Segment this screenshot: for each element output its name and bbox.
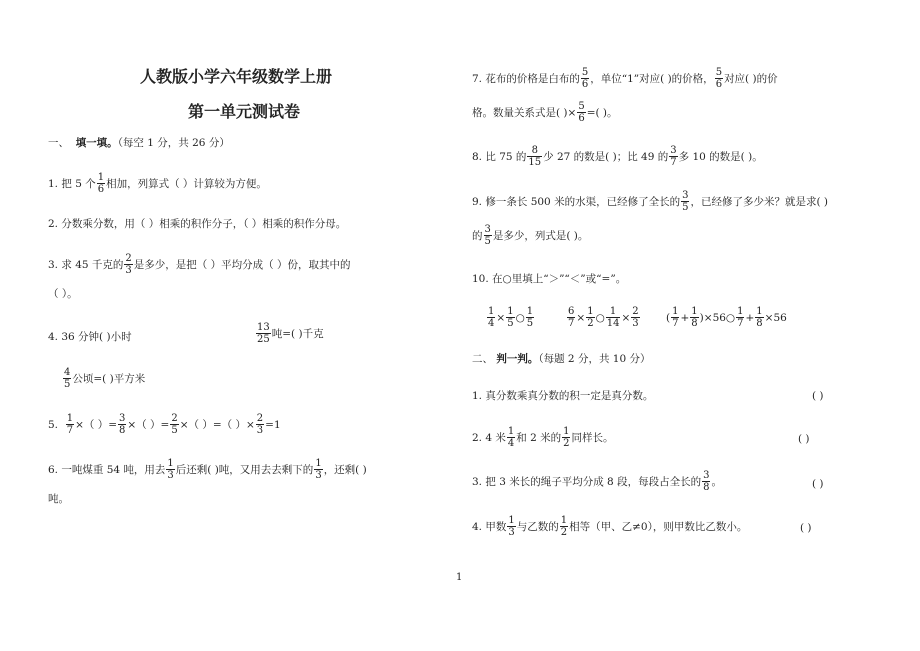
- fraction: $\frac{1}{2}$: [587, 306, 594, 329]
- question-4c: 4 5 公顷=( )平方米: [64, 367, 146, 390]
- judge-1: 1. 真分数乘真分数的积一定是真分数。: [472, 390, 654, 402]
- judge-3-paren: ( ): [812, 478, 824, 490]
- question-7-cont: 格。数量关系式是( )× $\frac{5}{6}$ =( )。: [472, 101, 618, 124]
- judge-4: 4. 甲数 1 3 与乙数的 1 2 相等（甲、乙≠0），则甲数比乙数小。: [472, 515, 748, 538]
- fraction: $\frac{3}{8}$: [119, 413, 126, 436]
- fraction: $\frac{2}{3}$: [632, 306, 639, 329]
- fraction: 1 3: [508, 515, 515, 538]
- fraction: 8 15: [528, 145, 542, 168]
- title-line1: 人教版小学六年级数学上册: [140, 67, 333, 86]
- question-3-cont: （ ）。: [48, 288, 78, 300]
- fraction: 3 5: [682, 190, 689, 213]
- question-5: 5. $\frac{1}{7}$ ×（ ）= $\frac{3}{8}$ ×（ ）= $\frac{2}{5}$ ×（ ）=（ ）× $\frac{2}{3}$ =1: [48, 413, 281, 436]
- fraction: 1 5: [526, 306, 534, 329]
- judge-4-paren: ( ): [800, 522, 812, 534]
- question-7: 7. 花布的价格是白布的 5 6 ，单位“1”对应( )的价格， 5 6 对应( )的价: [472, 67, 778, 90]
- question-1: 1. 把 5 个 1 6 相加，列算式（ ）计算较为方便。: [48, 172, 267, 195]
- question-9: 9. 修一条长 500 米的水渠，已经修了全长的 3 5 ，已经修了多少米？就是求( ): [472, 190, 828, 213]
- question-3: 3. 求 45 千克的 2 3 是多少，是把（ ）平均分成（ ）份，取其中的: [48, 253, 351, 276]
- fraction: 1 7: [737, 306, 744, 329]
- question-2: 2. 分数乘分数，用（ ）相乘的积作分子，（ ）相乘的积作分母。: [48, 218, 347, 230]
- section-1-header: 一、 填一填。（每空 1 分，共 26 分）: [48, 137, 230, 149]
- question-6-cont: 吨。: [48, 493, 69, 505]
- question-6: 6. 一吨煤重 54 吨，用去 1 3 后还剩( )吨，又用去去剩下的 1 3 ，还剩( ): [48, 458, 367, 481]
- page-number: 1: [456, 572, 463, 583]
- question-8: 8. 比 75 的 8 15 少 27 的数是( )；比 49 的 3 7 多 10 的数是( )。: [472, 145, 763, 168]
- fraction: $\frac{1}{14}$: [606, 306, 620, 329]
- fraction: 1 6: [97, 172, 105, 195]
- title-line2: 第一单元测试卷: [188, 102, 301, 121]
- fraction: 3 8: [703, 470, 710, 493]
- fraction: 1 4: [507, 426, 515, 449]
- fraction: $\frac{1}{8}$: [691, 306, 698, 329]
- question-10-expr-1: $\frac{1}{4}$ × $\frac{1}{5}$ ○ 1 5: [488, 306, 534, 329]
- fraction: $\frac{1}{4}$: [488, 306, 495, 329]
- fraction: $\frac{1}{7}$: [66, 413, 74, 436]
- question-4a: 4. 36 分钟( )小时: [48, 331, 132, 343]
- fraction: $\frac{6}{7}$: [568, 306, 575, 329]
- judge-3: 3. 把 3 米长的绳子平均分成 8 段，每段占全长的 3 8 。: [472, 470, 722, 493]
- fraction: 3 5: [484, 224, 491, 247]
- fraction: $\frac{2}{3}$: [256, 413, 264, 436]
- fraction: 13 25: [257, 322, 270, 345]
- fraction: 3 7: [670, 145, 677, 168]
- fraction: 1 7: [672, 306, 679, 329]
- fraction: 4 5: [64, 367, 71, 390]
- fraction: 1 2: [563, 426, 570, 449]
- judge-2-paren: ( ): [798, 433, 810, 445]
- question-9-cont: 的 3 5 是多少，列式是( )。: [472, 224, 589, 247]
- fraction: 5 6: [715, 67, 723, 90]
- fraction: 5 6: [581, 67, 589, 90]
- fraction: $\frac{2}{5}$: [171, 413, 178, 436]
- fraction: $\frac{1}{5}$: [507, 306, 514, 329]
- fraction: $\frac{5}{6}$: [578, 101, 585, 124]
- fraction: 1 2: [560, 515, 568, 538]
- fraction: $\frac{1}{8}$: [756, 306, 763, 329]
- fraction: 1 3: [167, 458, 174, 481]
- question-4b: 13 25 吨=( )千克: [257, 322, 324, 345]
- section-2-header: 二、 判一判。（每题 2 分，共 10 分）: [472, 353, 651, 365]
- question-10-expr-2: $\frac{6}{7}$ × $\frac{1}{2}$ ○ $\frac{1}{14}$ × $\frac{2}{3}$: [568, 306, 639, 329]
- question-10-expr-3: ( 1 7 + $\frac{1}{8}$ )×56○ 1 7 + $\frac{1}{8}$ ×56: [666, 306, 787, 329]
- fraction: 1 3: [315, 458, 322, 481]
- judge-1-paren: ( ): [812, 390, 824, 402]
- question-10: 10. 在○里填上“＞”“＜”或“=”。: [472, 273, 627, 285]
- judge-2: 2. 4 米 1 4 和 2 米的 1 2 同样长。: [472, 426, 614, 449]
- fraction: 2 3: [125, 253, 132, 276]
